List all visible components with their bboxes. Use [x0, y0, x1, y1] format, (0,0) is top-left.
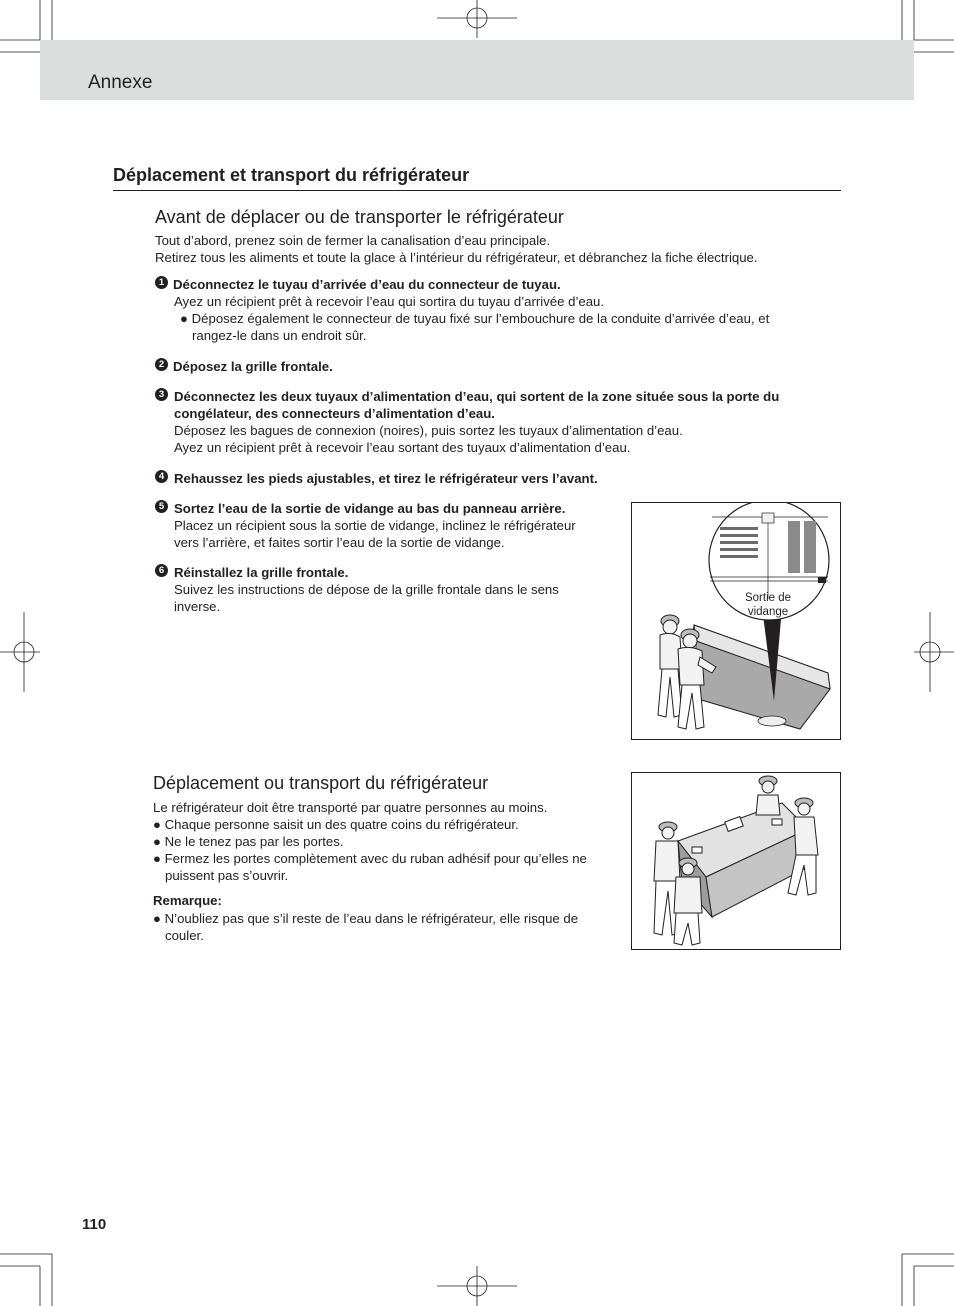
step-heading: Sortez l’eau de la sortie de vidange au bas du panneau arrière.: [174, 501, 566, 516]
step-number-badge: 1: [155, 276, 168, 289]
before-intro-line: Retirez tous les aliments et toute la glace à l’intérieur du réfrigérateur, et débranchez la fiche électrique.: [155, 250, 758, 265]
moving-bullet: puissent pas s’ouvrir.: [165, 868, 289, 883]
step-body: Ayez un récipient prêt à recevoir l’eau qui sortira du tuyau d’arrivée d’eau.: [174, 294, 605, 309]
drain-figure: [631, 502, 841, 740]
step-number-badge: 6: [155, 564, 168, 577]
step-heading: Déconnectez le tuyau d’arrivée d’eau du connecteur de tuyau.: [173, 277, 561, 292]
note-label: Remarque:: [153, 893, 222, 908]
step-heading: Déconnectez les deux tuyaux d’alimentation d’eau, qui sortent de la zone située sous la porte du: [174, 389, 780, 404]
moving-bullet: ● Chaque personne saisit un des quatre coins du réfrigérateur.: [153, 817, 519, 832]
section-rule: [113, 190, 841, 191]
step-number-badge: 3: [155, 388, 168, 401]
caption-line: Sortie de: [744, 592, 792, 604]
workers-illustration: [652, 607, 724, 733]
step-bullet: ● Déposez également le connecteur de tuyau fixé sur l’embouchure de la conduite d’arrivée d’eau, et: [180, 311, 770, 326]
four-people-carrying-illustration: [632, 773, 840, 949]
note-text: ● N’oubliez pas que s’il reste de l’eau dans le réfrigérateur, elle risque de: [153, 911, 579, 926]
step-number-badge: 5: [155, 500, 168, 513]
header-title: Annexe: [88, 72, 153, 93]
caption-line: vidange: [747, 606, 789, 618]
moving-intro: Le réfrigérateur doit être transporté par quatre personnes au moins.: [153, 800, 548, 815]
header-band: [40, 40, 914, 100]
step-bullet: rangez-le dans un endroit sûr.: [192, 328, 367, 343]
carrying-figure: [631, 772, 841, 950]
moving-bullet: ● Ne le tenez pas par les portes.: [153, 834, 344, 849]
step-body: Ayez un récipient prêt à recevoir l’eau sortant des tuyaux d’alimentation d’eau.: [174, 440, 631, 455]
step-number-badge: 2: [155, 358, 168, 371]
before-intro-line: Tout d’abord, prenez soin de fermer la canalisation d’eau principale.: [155, 233, 551, 248]
step-body: inverse.: [174, 599, 221, 614]
step-body: vers l’arrière, et faites sortir l’eau de la sortie de vidange.: [174, 535, 505, 550]
section-title: Déplacement et transport du réfrigérateur: [113, 165, 470, 185]
note-text: couler.: [165, 928, 204, 943]
drain-caption: [733, 591, 803, 619]
step-body: Suivez les instructions de dépose de la grille frontale dans le sens: [174, 582, 559, 597]
step-heading: Réinstallez la grille frontale.: [174, 565, 349, 580]
before-title: Avant de déplacer ou de transporter le réfrigérateur: [155, 207, 564, 227]
step-heading: congélateur, des connecteurs d’alimentation d’eau.: [174, 406, 495, 421]
step-number-badge: 4: [155, 470, 168, 483]
step-body: Déposez les bagues de connexion (noires), puis sortez les tuyaux d’alimentation d’eau.: [174, 423, 683, 438]
step-heading: Déposez la grille frontale.: [173, 359, 333, 374]
page-number: 110: [82, 1216, 107, 1233]
moving-bullet: ● Fermez les portes complètement avec du ruban adhésif pour qu’elles ne: [153, 851, 587, 866]
step-heading: Rehaussez les pieds ajustables, et tirez le réfrigérateur vers l’avant.: [174, 471, 598, 486]
step-body: Placez un récipient sous la sortie de vidange, inclinez le réfrigérateur: [174, 518, 576, 533]
moving-title: Déplacement ou transport du réfrigérateur: [153, 773, 489, 793]
